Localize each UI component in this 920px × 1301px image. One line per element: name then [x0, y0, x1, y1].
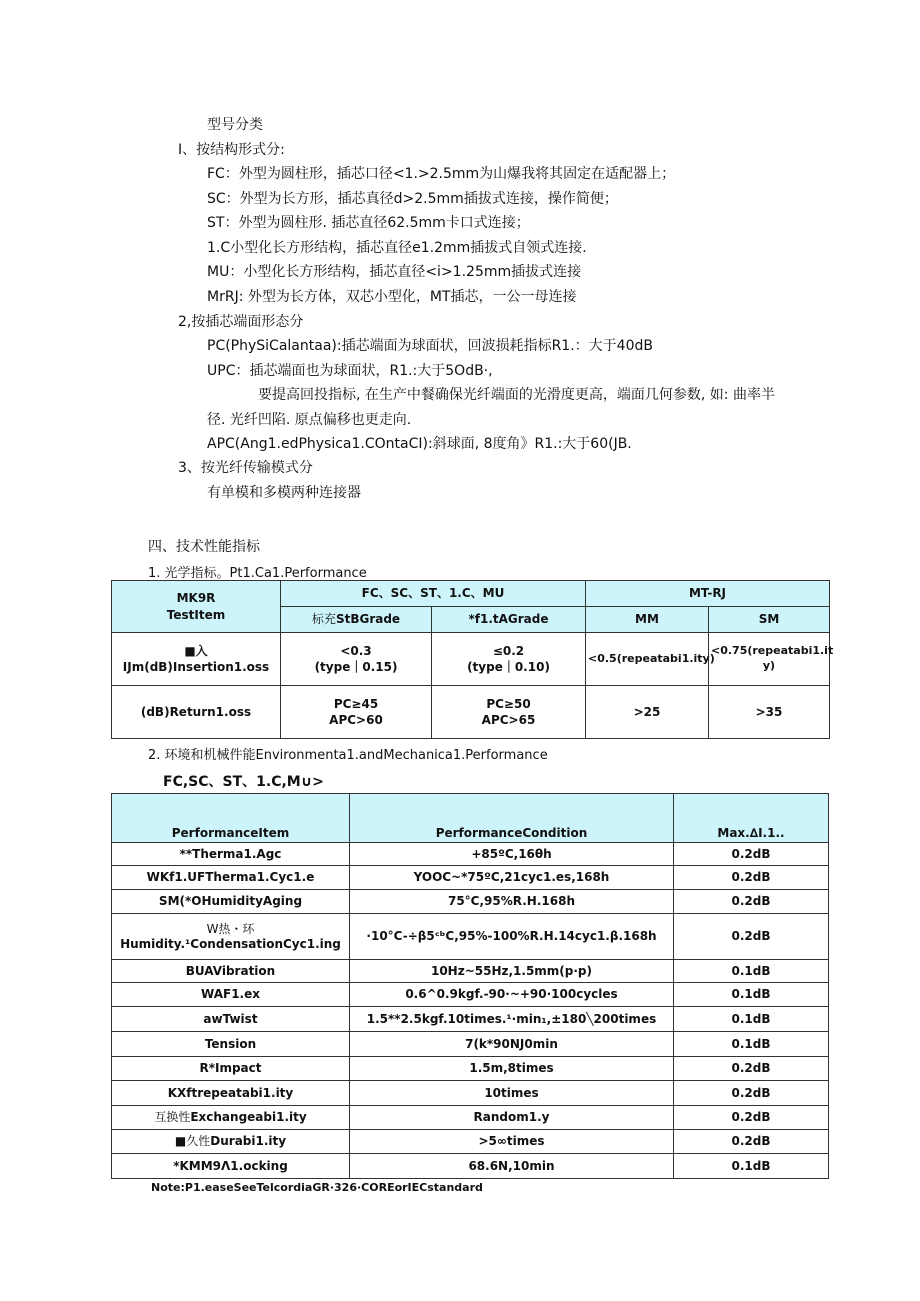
cell: >35 — [709, 686, 830, 739]
cell-item: WAF1.ex — [112, 983, 350, 1007]
table-row — [112, 1106, 829, 1130]
cell: <0.3 (type｜0.15) — [281, 633, 432, 686]
section-4-title: 四、技术性能指标 — [148, 539, 260, 555]
cell: <0.5(repeatabi1.ity) — [586, 633, 709, 686]
cell-item: awTwist — [112, 1007, 350, 1032]
optical-performance-table — [111, 580, 834, 739]
cell-max: 0.1dB — [674, 1007, 829, 1032]
list-item: APC(Ang1.edPhysica1.COntaCI):斜球面, 8度角》R1.:大于60(JB. — [207, 436, 632, 452]
table-row — [112, 633, 830, 686]
cell-max: 0.1dB — [674, 960, 829, 983]
cell-item: **Therma1.Agc — [112, 843, 350, 866]
classification-heading: 型号分类 — [207, 117, 263, 133]
cell-item: SM(*OHumidityAging — [112, 890, 350, 914]
cell-condition: 75°C,95%R.H.168h — [350, 890, 674, 914]
table-row — [112, 1130, 829, 1154]
header-mm: MM — [586, 607, 709, 633]
cell-condition: 1.5m,8times — [350, 1057, 674, 1081]
cell-item: ■久性Durabi1.ity — [112, 1130, 350, 1154]
paragraph-line: 要提高回投指标, 在生产中餐确保光纤端面的光滑度更高，端面几何参数, 如: 曲率半 — [258, 387, 775, 403]
cell-condition: Random1.y — [350, 1106, 674, 1130]
cell-max: 0.2dB — [674, 914, 829, 960]
cell-condition: +85ºC,16θh — [350, 843, 674, 866]
table-row — [112, 1032, 829, 1057]
header-superior-grade: *f1.tAGrade — [432, 607, 586, 633]
cell: ≤0.2 (type｜0.10) — [432, 633, 586, 686]
section-3-title: 3、按光纤传输模式分 — [178, 460, 313, 476]
section-2-title: 2,按插芯端面形态分 — [178, 314, 304, 330]
header-standard-grade: 标充StBGrade — [281, 607, 432, 633]
environmental-performance-title: 2. 环境和机械件能Environmenta1.andMechanica1.Performance — [148, 748, 548, 763]
cell-item: Tension — [112, 1032, 350, 1057]
cell-condition: 0.6^0.9kgf.-90·~+90·100cycles — [350, 983, 674, 1007]
row-label-return-loss: (dB)Return1.oss — [112, 686, 281, 739]
cell-condition: ·10°C-÷β5ᶜᵇC,95%-100%R.H.14cyc1.β.168h — [350, 914, 674, 960]
section-1-title: I、按结构形式分: — [178, 142, 285, 158]
list-item: 有单模和多模两种连接器 — [207, 485, 361, 501]
header-performance-condition: PerformanceCondition — [350, 794, 674, 843]
cell-max: 0.2dB — [674, 843, 829, 866]
optical-performance-title: 1. 光学指标。Pt1.Ca1.Performance — [148, 566, 367, 581]
header-performance-item: PerformanceItem — [112, 794, 350, 843]
header-group-mtrj: MT-RJ — [586, 581, 830, 607]
list-item: SC：外型为长方形，插芯真径d>2.5mm插拔式连接，操作简便； — [207, 191, 618, 207]
cell-item: *KMM9Λ1.ocking — [112, 1154, 350, 1179]
cell-max: 0.2dB — [674, 1057, 829, 1081]
cell-condition: 7(k*90NJ0min — [350, 1032, 674, 1057]
cell-item: 互换性Exchangeabi1.ity — [112, 1106, 350, 1130]
cell-condition: 68.6N,10min — [350, 1154, 674, 1179]
cell-item: WKf1.UFTherma1.Cyc1.e — [112, 866, 350, 890]
table-row — [112, 686, 830, 739]
cell-item: W热・环 Humidity.¹CondensationCyc1.ing — [112, 914, 350, 960]
table-row — [112, 843, 829, 866]
cell-max: 0.2dB — [674, 866, 829, 890]
cell-item: KXftrepeatabi1.ity — [112, 1081, 350, 1106]
list-item: FC：外型为圆柱形，插芯口径<1.>2.5mm为山爆我将其固定在适配器上； — [207, 166, 676, 182]
row-label-insertion-loss: ■入 IJm(dB)Insertion1.oss — [112, 633, 281, 686]
table-row — [112, 1057, 829, 1081]
table-row — [112, 983, 829, 1007]
table-row — [112, 890, 829, 914]
list-item: 1.C小型化长方形结构，插芯直径e1.2mm插拔式自领式连接. — [207, 240, 587, 256]
cell-condition: 10times — [350, 1081, 674, 1106]
list-item: ST：外型为圆柱形. 插芯直径62.5mm卡口式连接； — [207, 215, 530, 231]
cell: PC≥50 APC>65 — [432, 686, 586, 739]
paragraph-line: 径. 光纤凹陷. 原点偏移也更走向. — [207, 412, 412, 428]
table-row — [112, 960, 829, 983]
table-row — [112, 1154, 829, 1179]
environmental-performance-table — [111, 793, 829, 1179]
cell-condition: YOOC~*75ºC,21cyc1.es,168h — [350, 866, 674, 890]
table2-caption: FC,SC、ST、1.C,M∪> — [163, 774, 324, 790]
list-item: UPC：插芯端面也为球面状，R1.:大于5OdB·, — [207, 363, 493, 379]
cell-max: 0.2dB — [674, 1081, 829, 1106]
list-item: MU：小型化长方形结构，插芯直径<i>1.25mm插拔式连接 — [207, 264, 582, 280]
cell-condition: >5∞times — [350, 1130, 674, 1154]
table-row — [112, 1007, 829, 1032]
table-row — [112, 914, 829, 960]
cell-max: 0.1dB — [674, 1154, 829, 1179]
cell-item: BUAVibration — [112, 960, 350, 983]
cell-max: 0.2dB — [674, 1106, 829, 1130]
cell-condition: 1.5**2.5kgf.10times.¹·min₁,±180╲200times — [350, 1007, 674, 1032]
header-group-fc: FC、SC、ST、1.C、MU — [281, 581, 586, 607]
table-row — [112, 866, 829, 890]
cell-item: R*Impact — [112, 1057, 350, 1081]
table-row — [112, 1081, 829, 1106]
header-max: Max.∆I.1.. — [674, 794, 829, 843]
list-item: MrRJ: 外型为长方体，双芯小型化，MT插芯，一公一母连接 — [207, 289, 577, 305]
cell-max: 0.2dB — [674, 1130, 829, 1154]
cell-max: 0.2dB — [674, 890, 829, 914]
cell: <0.75(repeatabi1.it y) — [709, 633, 830, 686]
cell: >25 — [586, 686, 709, 739]
header-sm: SM — [709, 607, 830, 633]
header-test-item: MK9R TestItem — [112, 581, 281, 633]
cell-max: 0.1dB — [674, 1032, 829, 1057]
cell-max: 0.1dB — [674, 983, 829, 1007]
cell: PC≥45 APC>60 — [281, 686, 432, 739]
table-note: Note:P1.easeSeeTelcordiaGR·326·COREorIECstandard — [151, 1181, 483, 1194]
cell-condition: 10Hz~55Hz,1.5mm(p·p) — [350, 960, 674, 983]
list-item: PC(PhySiCalantaa):插芯端面为球面状，回波损耗指标R1.：大于40dB — [207, 338, 653, 354]
